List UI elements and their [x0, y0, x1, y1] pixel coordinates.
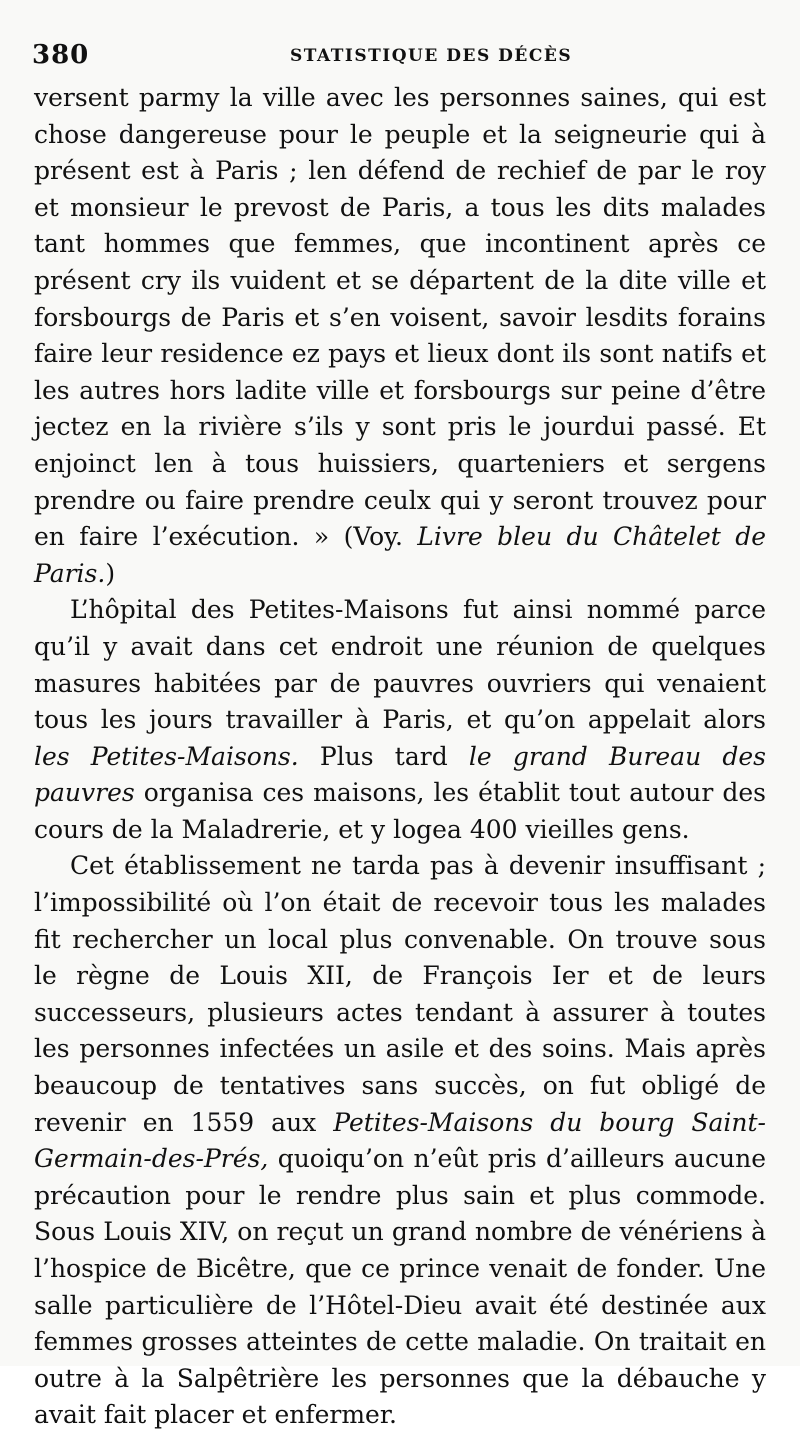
- page-header: [32, 40, 760, 76]
- paragraph-3-text-1: Cet établissement ne tarda pas à devenir insuffisant ; l’impossibilité où l’on était de recevoir tous les malades fit rechercher un local plus convenable. On trouve sous le règne de Louis XII, de François Ier et de leurs successeurs, plusieurs actes tendant à assurer à toutes les personnes infectées un asile et des soins. Mais après beaucoup de tentatives sans succès, on fut obligé de revenir en 1559 aux: [34, 851, 766, 1137]
- paragraph-3: [34, 848, 766, 1434]
- paragraph-2: [34, 592, 766, 848]
- paragraph-3-italic-1: Petites-Maisons du bourg Saint-Germain-des-Prés,: [34, 1107, 767, 1174]
- running-title: STATISTIQUE DES DÉCÈS: [290, 46, 573, 66]
- paragraph-2-text-2: Plus tard: [298, 741, 469, 771]
- paragraph-1-text-2: ): [105, 558, 116, 588]
- page-number: 380: [32, 40, 90, 70]
- paragraph-3-text-2: quoiqu’on n’eût pris d’ailleurs aucune précaution pour le rendre plus sain et plus commode. Sous Louis XIV, on reçut un grand nombre de vénériens à l’hospice de Bicêtre, que ce prince venait de fonder. Une salle particulière de l’Hôtel-Dieu avait été destinée aux femmes grosses atteintes de cette maladie. On traitait en outre à la Salpêtrière les personnes que la débauche y avait fait placer et enfermer.: [34, 1144, 766, 1430]
- paragraph-1-text-1: versent parmy la ville avec les personnes saines, qui est chose dangereuse pour le peuple et la seigneurie qui à présent est à Paris ; len défend de rechief de par le roy et monsieur le prevost de Paris, a tous les dits malades tant hommes que femmes, que incontinent après ce présent cry ils vuident et se départent de la dite ville et forsbourgs de Paris et s’en voisent, savoir lesdits forains faire leur residence ez pays et lieux dont ils sont natifs et les autres hors ladite ville et forsbourgs sur peine d’être jectez en la rivière s’ils y sont pris le jourdui passé. Et enjoinct len à tous huissiers, quarteniers et sergens prendre ou faire prendre ceulx qui y seront trouvez pour en faire l’exécution. » (Voy.: [34, 83, 766, 552]
- paragraph-1: [34, 80, 766, 592]
- paragraph-2-text-1: L’hôpital des Petites-Maisons fut ainsi nommé parce qu’il y avait dans cet endroit une réunion de quelques masures habitées par de pauvres ouvriers qui venaient tous les jours travailler à Paris, et qu’on appelait alors: [34, 595, 766, 735]
- paragraph-2-italic-1: les Petites-Maisons.: [34, 741, 299, 771]
- paragraph-2-italic-2: le grand Bureau des pauvres: [34, 741, 766, 808]
- paragraph-1-italic-source: Livre bleu du Châtelet de Paris.: [34, 522, 766, 588]
- text-body: [34, 80, 766, 1434]
- paragraph-2-text-3: organisa ces maisons, les établit tout autour des cours de la Maladrerie, et y logea 400 vieilles gens.: [34, 778, 766, 844]
